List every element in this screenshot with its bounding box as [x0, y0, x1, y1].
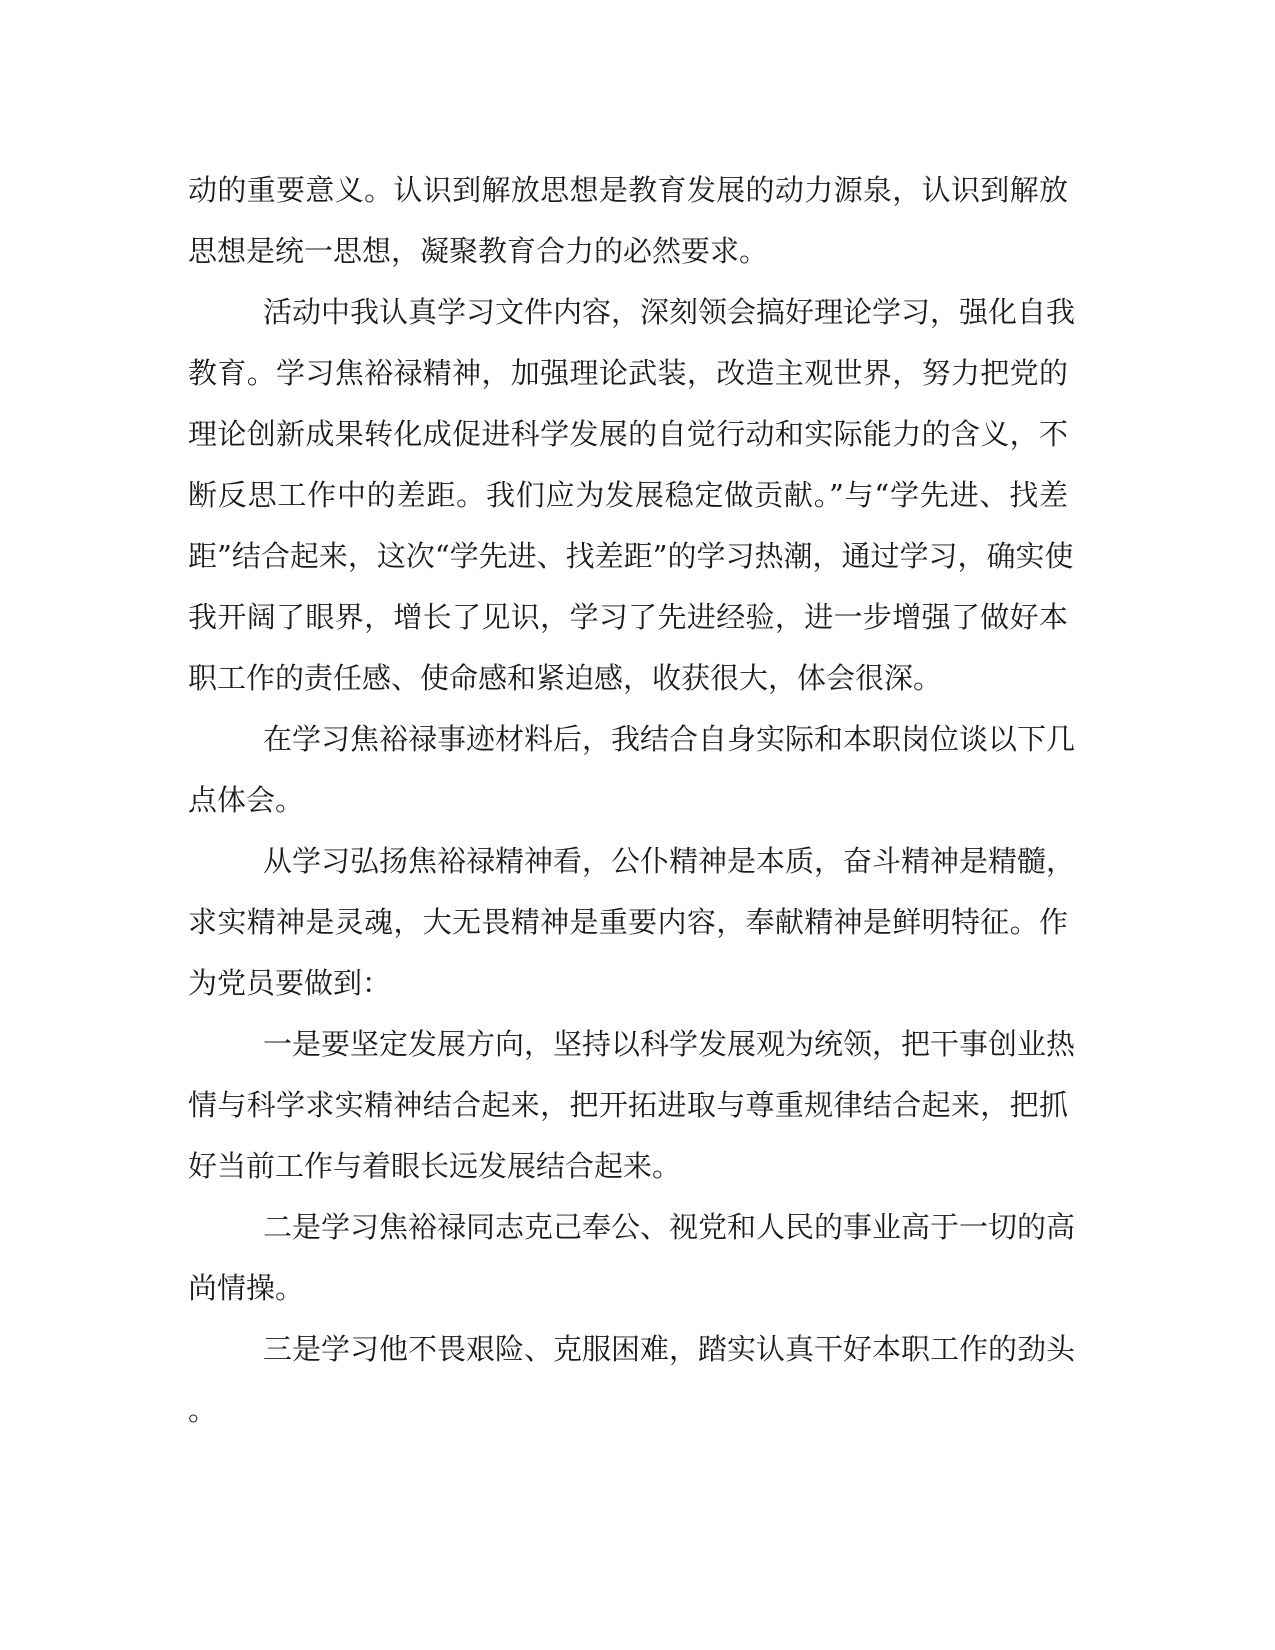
- text-line: 教育。学习焦裕禄精神，加强理论武装，改造主观世界，努力把党的: [188, 356, 1068, 390]
- paragraph: [188, 1014, 1076, 1197]
- text-line: 情与科学求实精神结合起来，把开拓进取与尊重规律结合起来，把抓: [188, 1088, 1068, 1122]
- text-line: 。: [188, 1393, 218, 1427]
- text-line: 三是学习他不畏艰险、克服困难，踏实认真干好本职工作的劲头: [263, 1332, 1076, 1366]
- text-line: 职工作的责任感、使命感和紧迫感，收获很大，体会很深。: [188, 661, 943, 695]
- text-line: 从学习弘扬焦裕禄精神看，公仆精神是本质，奋斗精神是精髓，: [263, 844, 1076, 878]
- text-line: 一是要坚定发展方向，坚持以科学发展观为统领，把干事创业热: [263, 1027, 1076, 1061]
- text-line: 距”结合起来，这次“学先进、找差距”的学习热潮，通过学习，确实使: [188, 539, 1074, 573]
- text-line: 在学习焦裕禄事迹材料后，我结合自身实际和本职岗位谈以下几: [263, 722, 1076, 756]
- text-line: 二是学习焦裕禄同志克己奉公、视党和人民的事业高于一切的高: [263, 1210, 1076, 1244]
- text-line: 思想是统一思想，凝聚教育合力的必然要求。: [188, 234, 769, 268]
- text-line: 点体会。: [188, 783, 305, 817]
- text-line: 尚情操。: [188, 1271, 305, 1305]
- text-line: 理论创新成果转化成促进科学发展的自觉行动和实际能力的含义，不: [188, 417, 1068, 451]
- text-line: 断反思工作中的差距。我们应为发展稳定做贡献。”与“学先进、找差: [188, 478, 1068, 512]
- text-line: 活动中我认真学习文件内容，深刻领会搞好理论学习，强化自我: [263, 295, 1076, 329]
- paragraph: [188, 1319, 1076, 1441]
- paragraph: [188, 160, 1068, 282]
- text-line: 为党员要做到：: [188, 966, 392, 1000]
- text-line: 动的重要意义。认识到解放思想是教育发展的动力源泉，认识到解放: [188, 173, 1068, 207]
- text-line: 好当前工作与着眼长远发展结合起来。: [188, 1149, 682, 1183]
- text-line: 我开阔了眼界，增长了见识，学习了先进经验，进一步增强了做好本: [188, 600, 1068, 634]
- paragraph: [188, 1197, 1076, 1319]
- text-line: 求实精神是灵魂，大无畏精神是重要内容，奉献精神是鲜明特征。作: [188, 905, 1068, 939]
- paragraph: [188, 282, 1076, 709]
- paragraph: [188, 709, 1076, 831]
- paragraph: [188, 831, 1076, 1014]
- body-text: [188, 160, 1076, 1441]
